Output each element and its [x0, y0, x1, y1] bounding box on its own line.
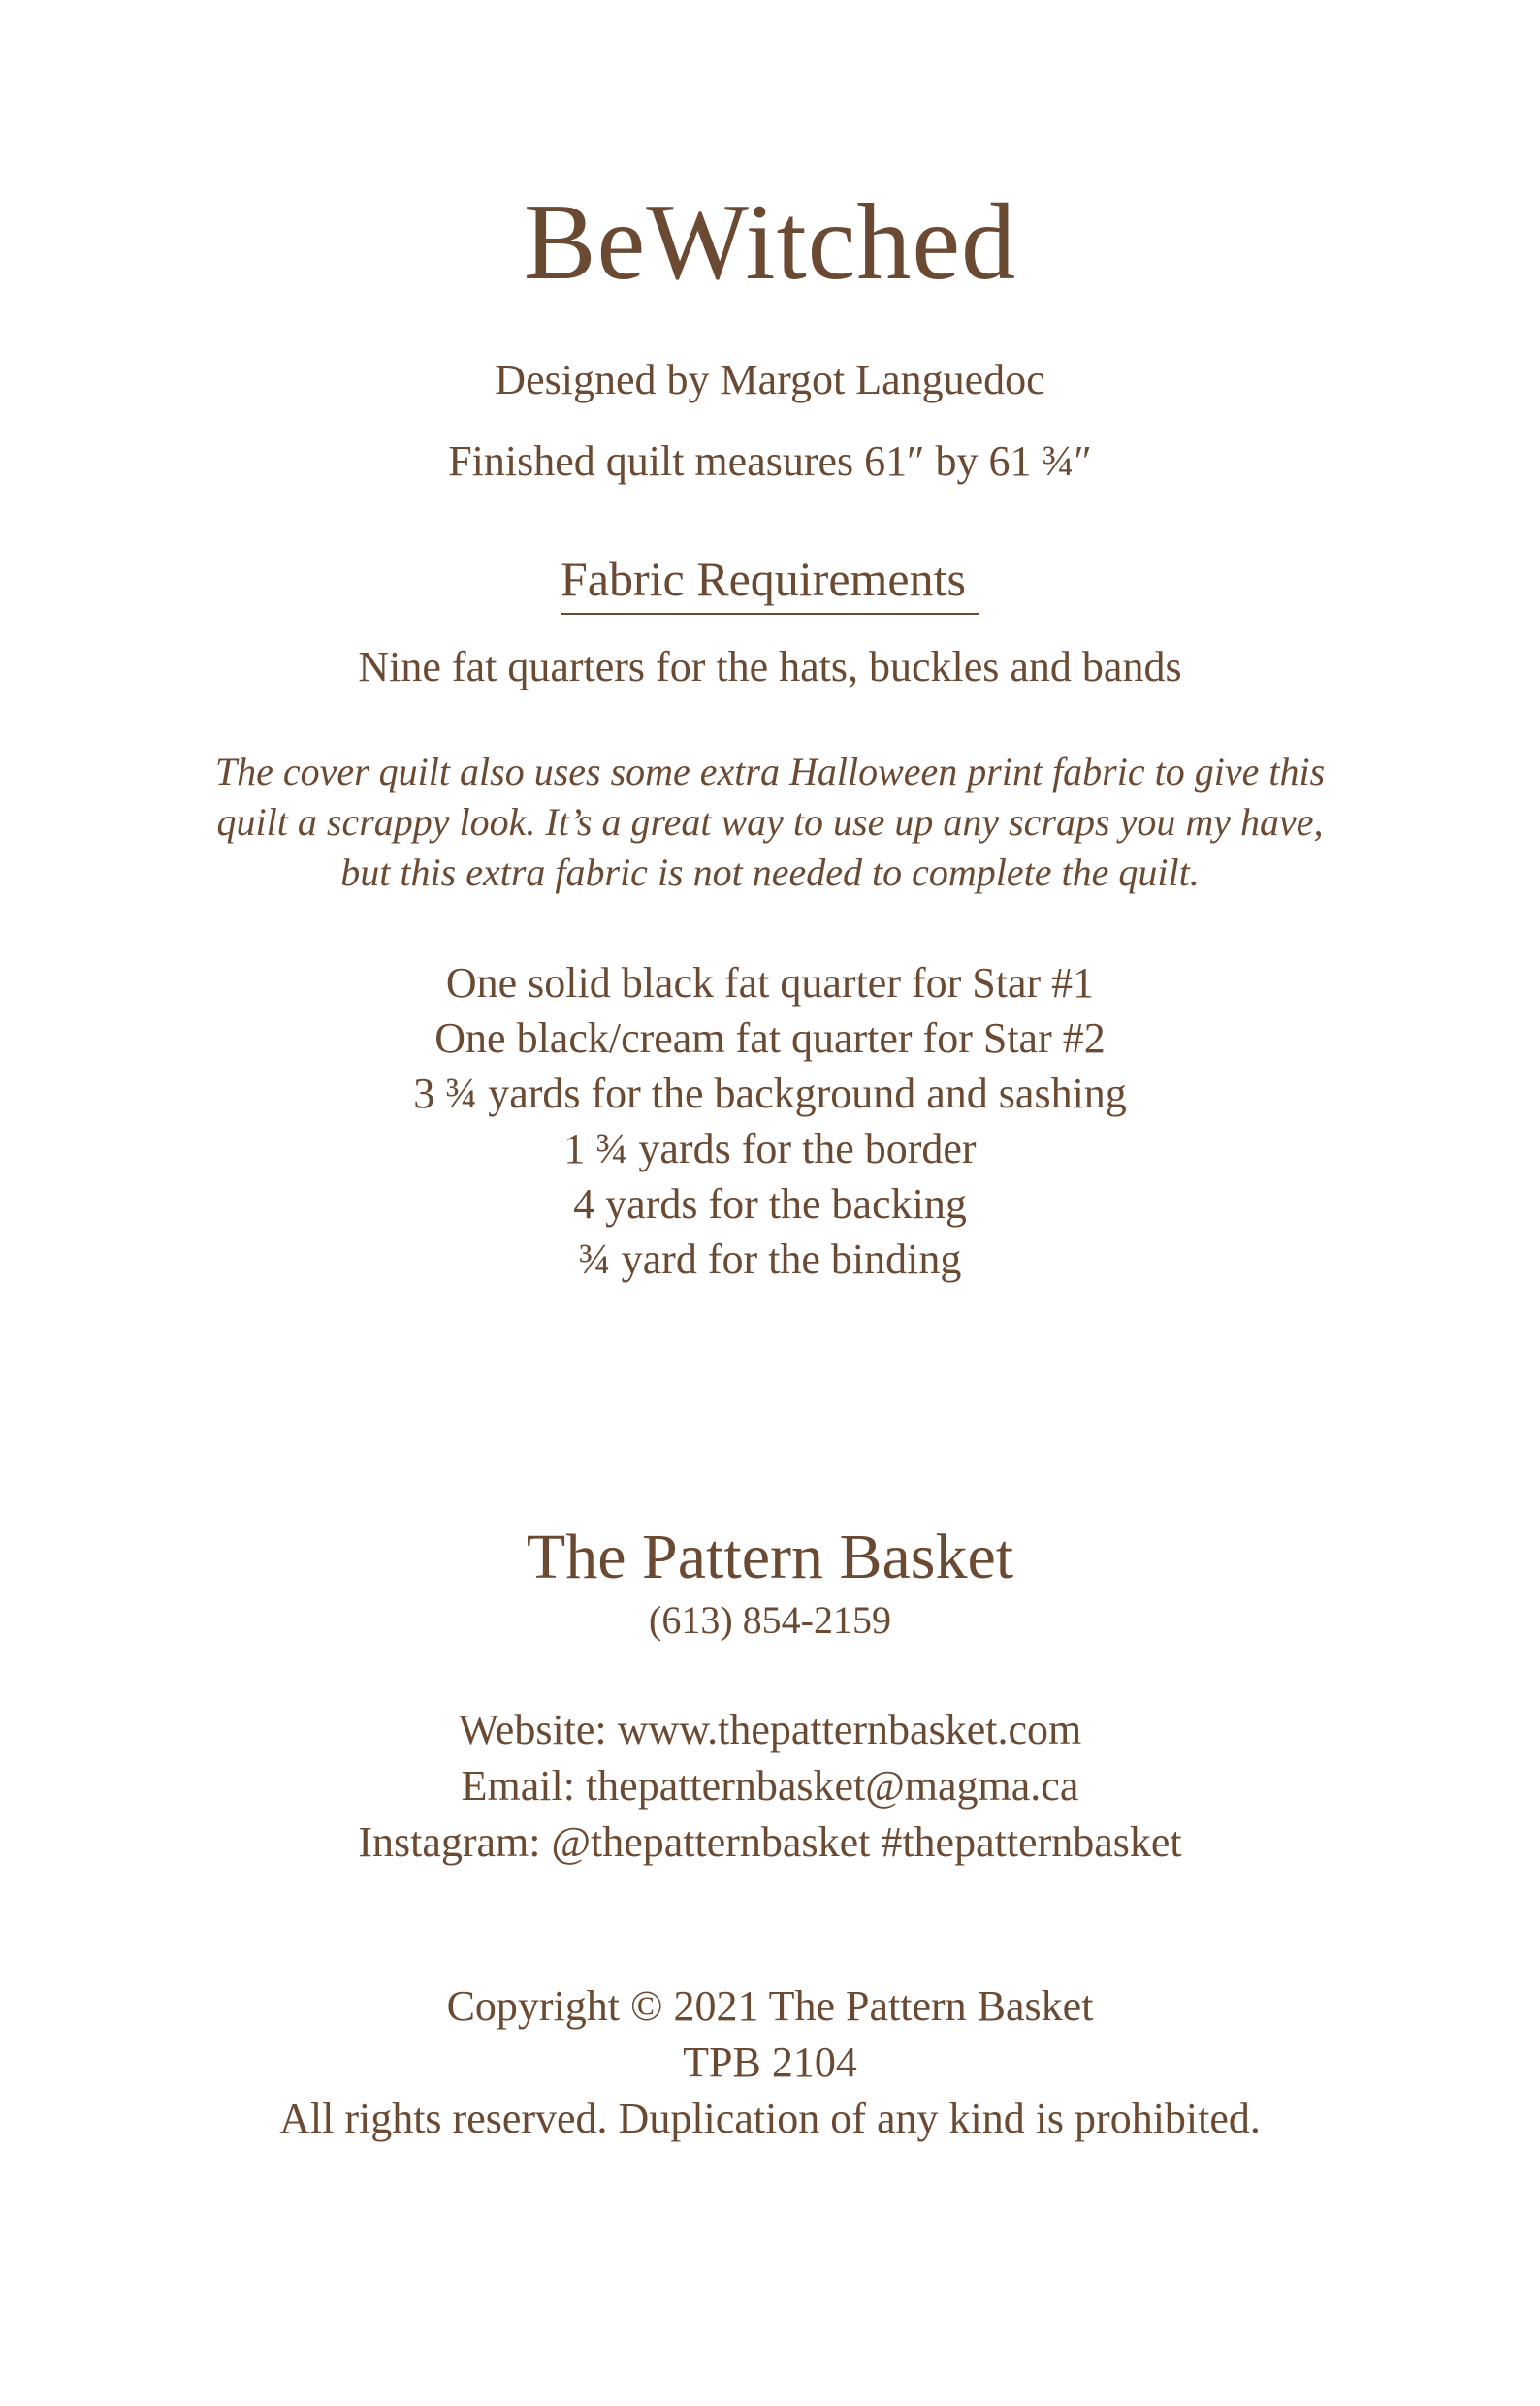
fabric-item: 3 ¾ yards for the background and sashing	[413, 1070, 1127, 1117]
fabric-list	[0, 955, 1540, 1287]
scrappy-note-line: The cover quilt also uses some extra Halloween print fabric to give this	[214, 750, 1326, 793]
company-phone: (613) 854-2159	[649, 1598, 891, 1642]
rights-line: All rights reserved. Duplication of any kind is prohibited.	[279, 2095, 1261, 2142]
instagram-line: Instagram: @thepatternbasket #thepatternbasket	[358, 1818, 1182, 1866]
scrappy-note	[0, 747, 1540, 898]
fabric-item: 4 yards for the backing	[573, 1180, 967, 1228]
email-line: Email: thepatternbasket@magma.ca	[461, 1762, 1079, 1810]
website-line: Website: www.thepatternbasket.com	[458, 1706, 1082, 1753]
fabric-item: One solid black fat quarter for Star #1	[445, 959, 1095, 1007]
designer-credit: Designed by Margot Languedoc	[495, 356, 1045, 403]
copyright-line: Copyright © 2021 The Pattern Basket	[446, 1982, 1094, 2030]
fabric-item: 1 ¾ yards for the border	[563, 1125, 977, 1172]
pattern-title: BeWitched	[523, 182, 1017, 303]
scrappy-note-line: quilt a scrappy look. It’s a great way to use up any scraps you my have,	[216, 800, 1324, 844]
contact-info	[0, 1702, 1540, 1871]
scrappy-note-line: but this extra fabric is not needed to complete the quilt.	[340, 850, 1200, 894]
fabric-requirements-heading-text: Fabric Requirements	[561, 549, 979, 615]
copyright-block	[0, 1978, 1540, 2147]
fabric-item: ¾ yard for the binding	[578, 1235, 962, 1283]
pattern-number: TPB 2104	[683, 2038, 857, 2086]
finished-size: Finished quilt measures 61″ by 61 ¾″	[448, 437, 1092, 485]
fabric-item: One black/cream fat quarter for Star #2	[434, 1014, 1106, 1062]
company-name: The Pattern Basket	[526, 1522, 1014, 1592]
fabric-requirements-heading	[0, 549, 1540, 615]
fat-quarters-line: Nine fat quarters for the hats, buckles and bands	[358, 643, 1182, 690]
